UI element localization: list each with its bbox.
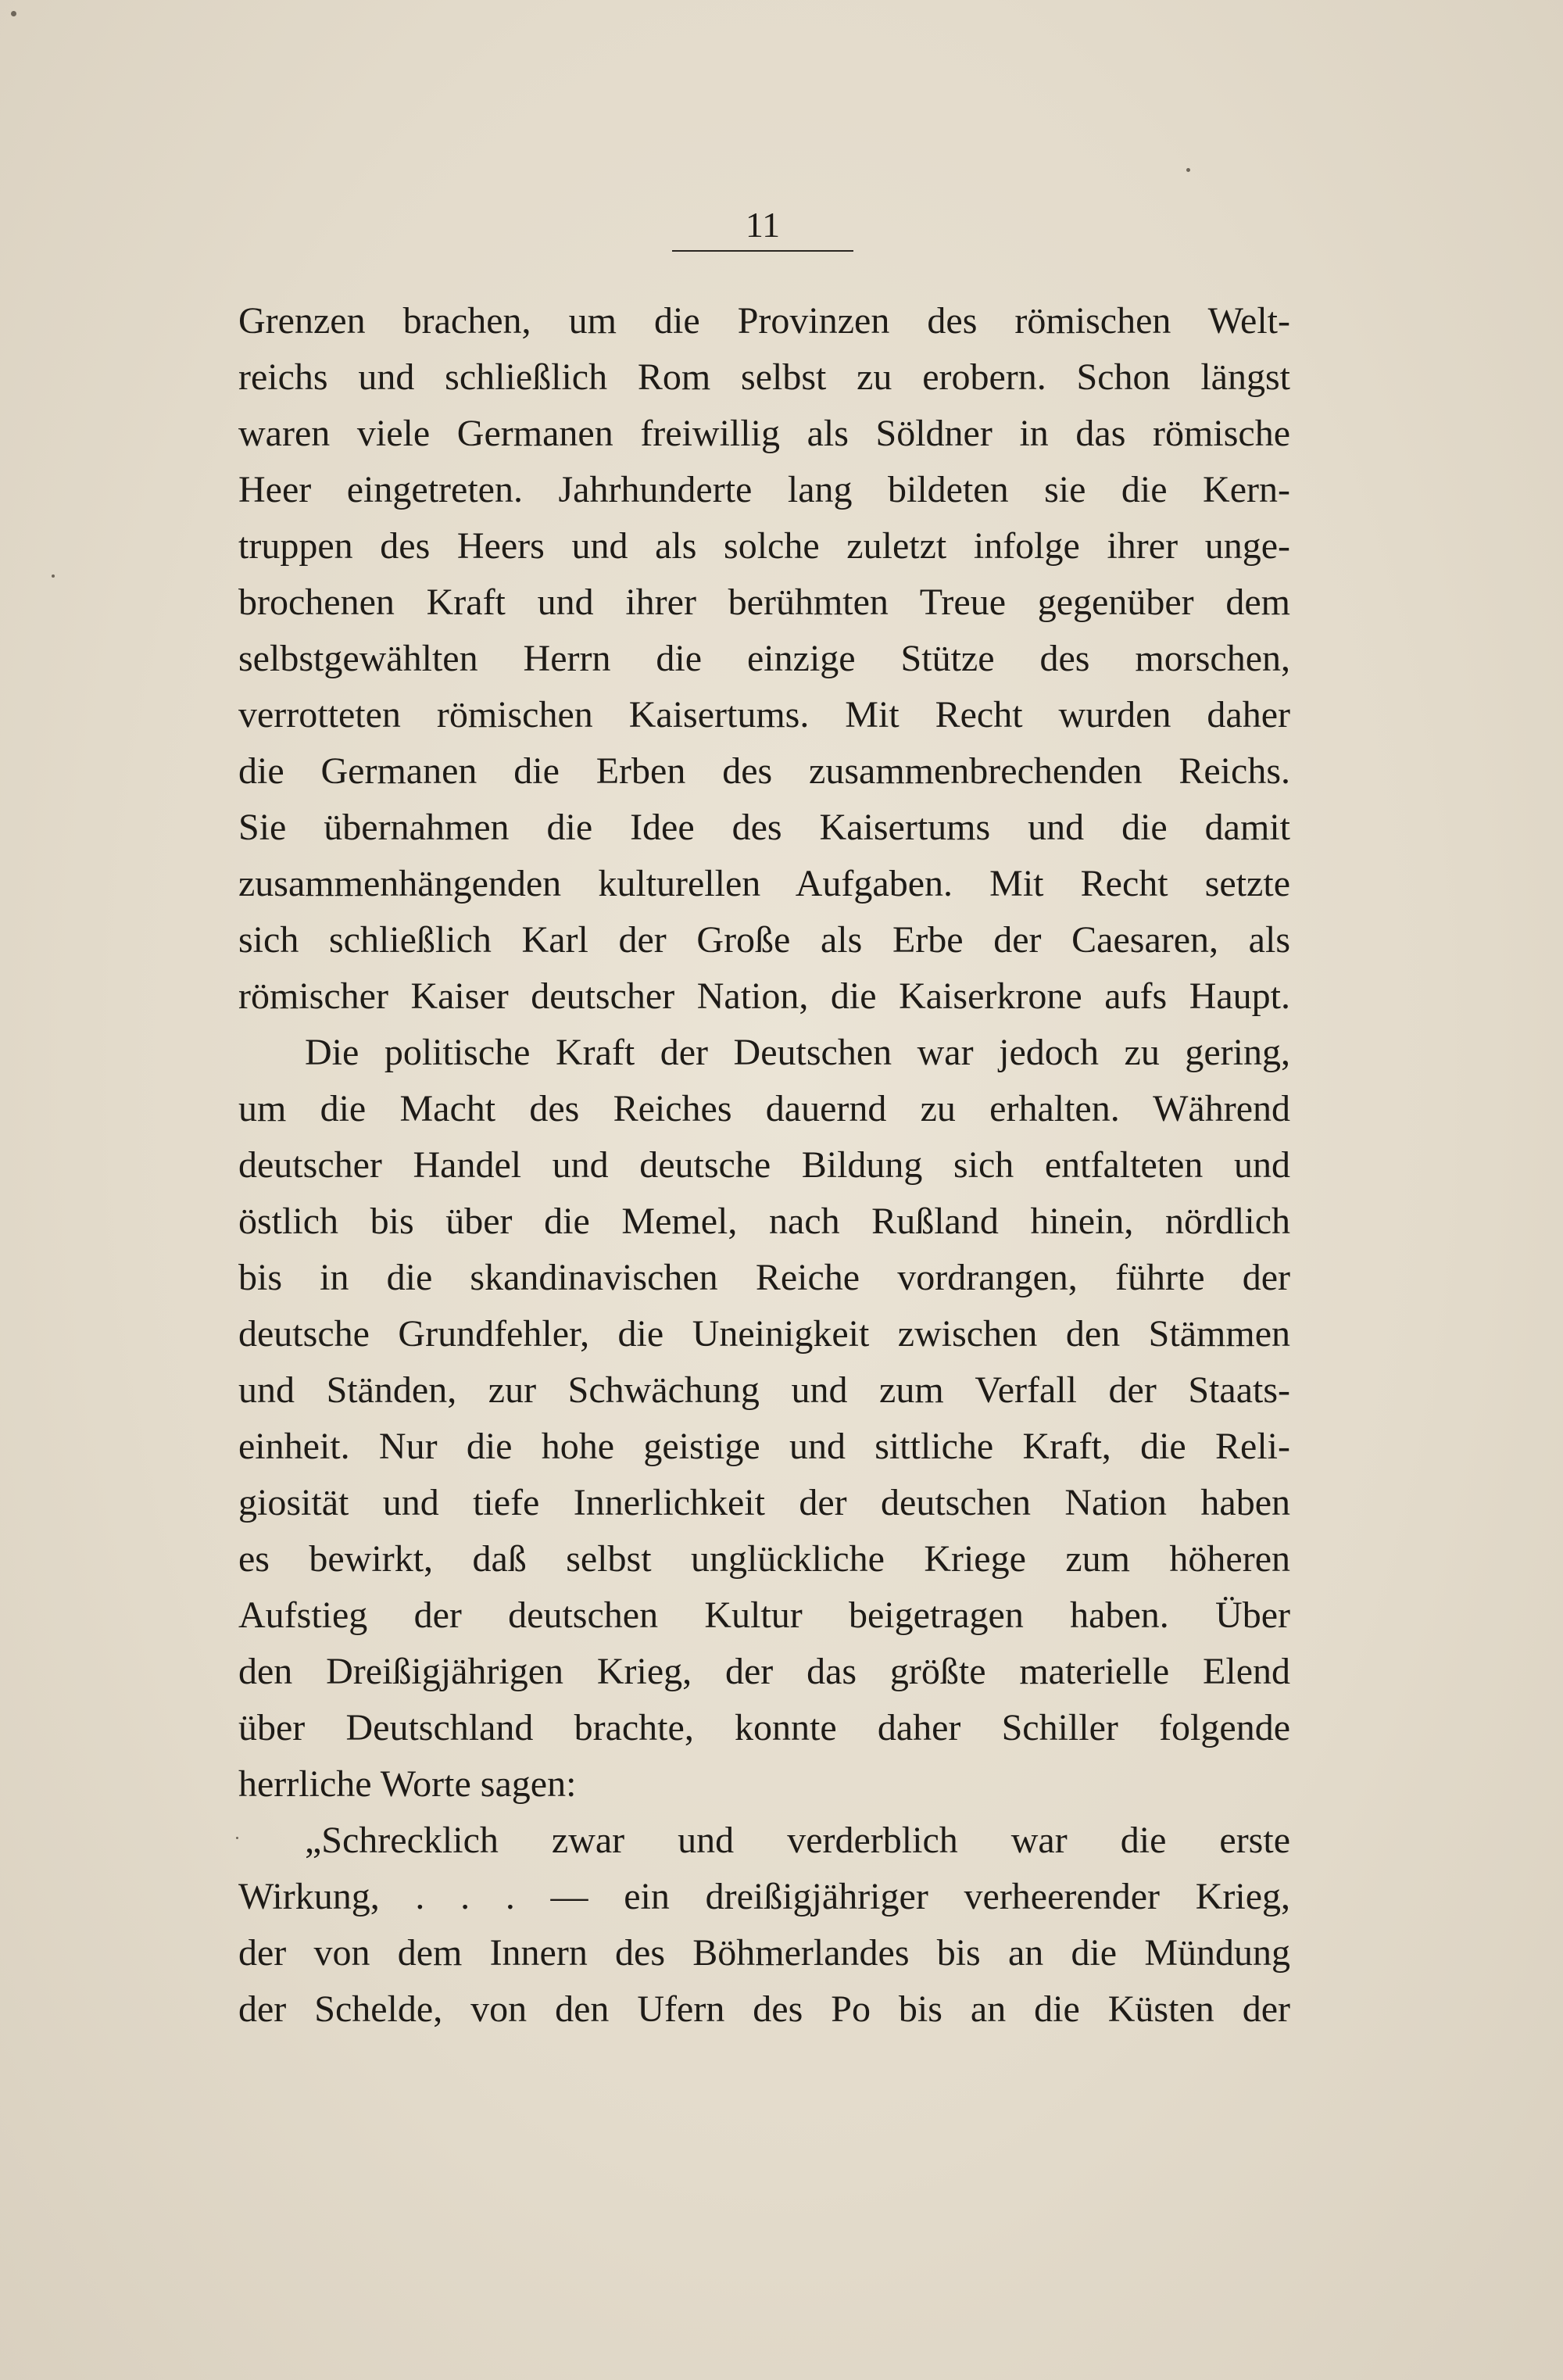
text-line: der von dem Innern des Böhmerlandes bis an die Mündung [238, 1932, 1290, 1974]
text-line: selbstgewählten Herrn die einzige Stütze des morschen, [238, 638, 1290, 679]
text-line: um die Macht des Reiches dauernd zu erhalten. Während [238, 1088, 1290, 1129]
text-line: Die politische Kraft der Deutschen war jedoch zu gering, [305, 1032, 1290, 1073]
text-line: zusammenhängenden kulturellen Aufgaben. Mit Recht setzte [238, 863, 1290, 904]
text-line: die Germanen die Erben des zusammenbrechenden Reichs. [238, 750, 1290, 792]
text-line: einheit. Nur die hohe geistige und sittliche Kraft, die Reli- [238, 1426, 1290, 1467]
text-line: und Ständen, zur Schwächung und zum Verfall der Staats- [238, 1369, 1290, 1411]
text-line: herrliche Worte sagen: [238, 1763, 577, 1805]
text-line: Aufstieg der deutschen Kultur beigetragen haben. Über [238, 1594, 1290, 1636]
text-line: truppen des Heers und als solche zuletzt infolge ihrer unge- [238, 525, 1290, 567]
text-line: Heer eingetreten. Jahrhunderte lang bildeten sie die Kern- [238, 469, 1290, 510]
text-line: brochenen Kraft und ihrer berühmten Treue gegenüber dem [238, 582, 1290, 623]
text-line: den Dreißigjährigen Krieg, der das größte materielle Elend [238, 1651, 1290, 1692]
paper-speck [11, 11, 16, 16]
text-line: über Deutschland brachte, konnte daher Schiller folgende [238, 1707, 1290, 1748]
text-line: der Schelde, von den Ufern des Po bis an die Küsten der [238, 1988, 1290, 2030]
text-line: bis in die skandinavischen Reiche vordrangen, führte der [238, 1257, 1290, 1298]
text-line: Grenzen brachen, um die Provinzen des römischen Welt- [238, 300, 1290, 342]
text-line: „Schrecklich zwar und verderblich war die erste [305, 1820, 1290, 1861]
text-line: Sie übernahmen die Idee des Kaisertums und die damit [238, 807, 1290, 848]
text-line: deutscher Handel und deutsche Bildung sich entfalteten und [238, 1144, 1290, 1186]
text-line: sich schließlich Karl der Große als Erbe der Caesaren, als [238, 919, 1290, 961]
paper-speck [1186, 168, 1190, 172]
text-line: östlich bis über die Memel, nach Rußland hinein, nördlich [238, 1201, 1290, 1242]
page-number-rule [672, 250, 853, 252]
text-line: Wirkung, . . . — ein dreißigjähriger verheerender Krieg, [238, 1876, 1290, 1917]
text-line: deutsche Grundfehler, die Uneinigkeit zwischen den Stämmen [238, 1313, 1290, 1355]
text-line: waren viele Germanen freiwillig als Söldner in das römische [238, 413, 1290, 454]
text-line: giosität und tiefe Innerlichkeit der deutschen Nation haben [238, 1482, 1290, 1523]
paper-speck [52, 574, 55, 578]
page-header [672, 205, 853, 252]
text-line: reichs und schließlich Rom selbst zu erobern. Schon längst [238, 356, 1290, 398]
text-line: es bewirkt, daß selbst unglückliche Kriege zum höheren [238, 1538, 1290, 1580]
page-number: 11 [745, 205, 781, 245]
text-line: verrotteten römischen Kaisertums. Mit Recht wurden daher [238, 694, 1290, 735]
paper-speck [236, 1837, 238, 1839]
text-line: römischer Kaiser deutscher Nation, die Kaiserkrone aufs Haupt. [238, 975, 1290, 1017]
